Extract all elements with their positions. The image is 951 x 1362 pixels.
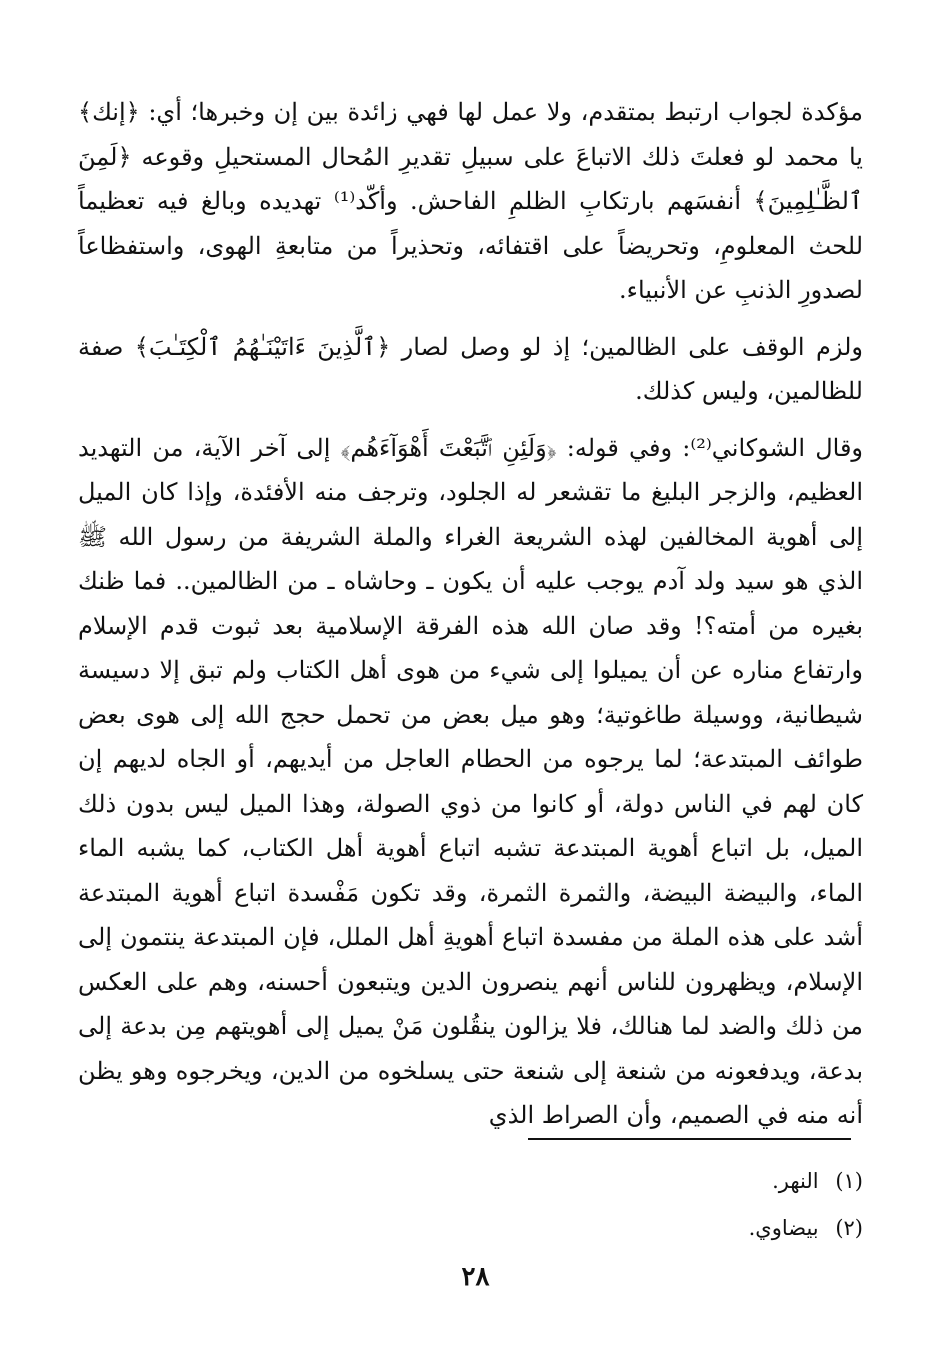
- footnote-text: بيضاوي.: [748, 1216, 819, 1240]
- footnote-text: النهر.: [772, 1169, 819, 1193]
- footnote-number: (٢): [835, 1216, 863, 1240]
- footnote-1: [463, 1158, 863, 1205]
- paragraph-waqf: ولزم الوقف على الظالمين؛ إذ لو وصل لصار ﴿ٱلَّذِينَ ءَاتَيْنَـٰهُمُ ٱلْكِتَـٰبَ﴾ صفة للظالمين، وليس كذلك.: [78, 332, 863, 405]
- paragraph-shawkani: وقال الشوكاني⁽²⁾: وفي قوله: ﴿وَلَئِنِ ٱتَّبَعْتَ أَهْوَآءَهُم﴾ إلى آخر الآية، من التهديد العظيم، والزجر البليغ ما تقشعر له الجلود، وترجف منه الأفئدة، وإذا كان الميل إلى أهوية المخالفين لهذه الشريعة الغراء والملة الشريفة من رسول الله ﷺ الذي هو سيد ولد آدم يوجب عليه أن يكون ـ وحاشاه ـ من الظالمين.. فما ظنك بغيره من أمته؟! وقد صان الله هذه الفرقة الإسلامية بعد ثبوت قدم الإسلام وارتفاع مناره عن أن يميلوا إلى شيء من هوى أهل الكتاب ولم تبق إلا دسيسة شيطانية، ووسيلة طاغوتية؛ وهو ميل بعض من تحمل حجج الله إلى هوى بعض طوائف المبتدعة؛ لما يرجوه من الحطام العاجل من أيديهم، أو الجاه لديهم إن كان لهم في الناس دولة، أو كانوا من ذوي الصولة، وهذا الميل ليس بدون ذلك الميل، بل اتباع أهوية المبتدعة تشبه اتباع أهوية أهل الكتاب، كما يشبه الماء الماء، والبيضة البيضة، والثمرة الثمرة، وقد تكون مَفْسدة اتباع أهوية المبتدعة أشد على هذه الملة من مفسدة اتباع أهويةِ أهل الملل، فإن المبتدعة ينتمون إلى الإسلام، ويظهرون للناس أنهم ينصرون الدين ويتبعون أحسنه، وهم على العكس من ذلك والضد لما هنالك، فلا يزالون ينقُلون مَنْ يميل إلى أهويتهم مِن بدعة إلى بدعة، ويدفعونه من شنعة إلى شنعة حتى يسلخوه من الدين، ويخرجوه وهو يظن أنه منه في الصميم، وأن الصراط الذي: [78, 433, 864, 1129]
- page-body: [78, 90, 863, 1138]
- footnote-number: (١): [835, 1169, 863, 1193]
- paragraph-tafsir: مؤكدة لجواب ارتبط بمتقدم، ولا عمل لها فهي زائدة بين إن وخبرها؛ أي: ﴿إنك﴾ يا محمد لو فعلتَ ذلك الاتباعَ على سبيلِ تقديرِ المُحال المستحيلِ وقوعه ﴿لَمِنَ ٱلظَّـٰلِمِينَ﴾ أنفسَهم بارتكابِ الظلمِ الفاحش. وأكّد⁽¹⁾ تهديده وبالغ فيه تعظيماً للحث المعلومِ، وتحريضاً على اقتفائه، وتحذيراً من متابعةِ الهوى، واستفظاعاً لصدورِ الذنبِ عن الأنبياء.: [78, 98, 863, 304]
- page-number: ٢٨: [461, 1262, 490, 1292]
- footnote-divider: [528, 1138, 851, 1140]
- footnote-2: [463, 1205, 863, 1252]
- footnotes: [463, 1158, 863, 1252]
